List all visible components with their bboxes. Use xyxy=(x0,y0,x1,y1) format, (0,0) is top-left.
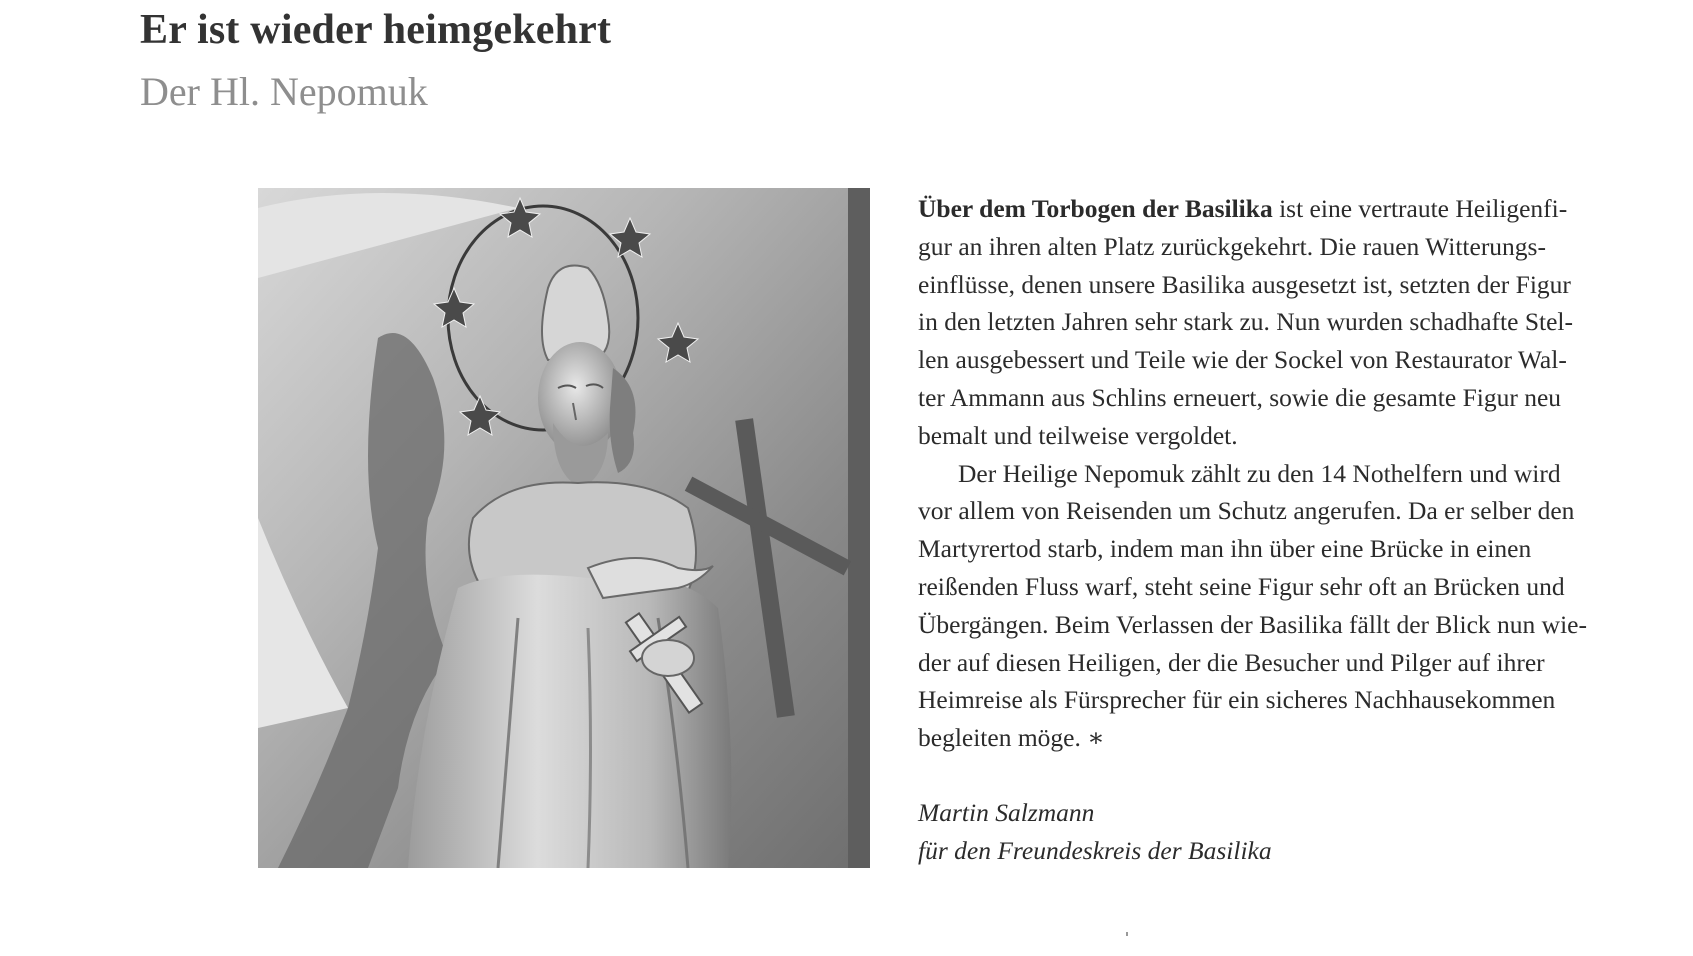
article-line: Übergängen. Beim Verlassen der Basilika fällt der Blick nun wie- xyxy=(918,609,1587,639)
article-line: in den letzten Jahren sehr stark zu. Nun wurden schadhafte Stel- xyxy=(918,307,1573,337)
article-line: begleiten möge. ∗ xyxy=(918,723,1105,753)
signature-block xyxy=(918,794,1272,870)
frame-edge xyxy=(848,188,870,868)
holding-hand xyxy=(642,640,694,676)
article-line-text: ist eine vertraute Heiligenfi- xyxy=(1272,194,1568,223)
article-line: reißenden Fluss warf, steht seine Figur sehr oft an Brücken und xyxy=(918,571,1565,601)
article-line: Der Heilige Nepomuk zählt zu den 14 Nothelfern und wird xyxy=(958,458,1561,488)
article-line xyxy=(918,190,1678,228)
statue-illustration xyxy=(258,188,870,868)
nepomuk-statue-photo xyxy=(258,188,870,868)
article-line: einflüsse, denen unsere Basilika ausgesetzt ist, setzten der Figur xyxy=(918,269,1571,299)
article-lead: Über dem Torbogen der Basilika xyxy=(918,194,1273,223)
signature-author: Martin Salzmann xyxy=(918,798,1095,827)
article-line: vor allem von Reisenden um Schutz angerufen. Da er selber den xyxy=(918,496,1575,526)
statue-head xyxy=(538,342,622,454)
article-line: len ausgebessert und Teile wie der Sockel von Restaurator Wal- xyxy=(918,345,1567,375)
signature-affiliation: für den Freundeskreis der Basilika xyxy=(918,835,1272,865)
article-line: bemalt und teilweise vergoldet. xyxy=(918,420,1238,450)
article-title: Er ist wieder heimgekehrt xyxy=(140,7,612,53)
page-mark xyxy=(1126,932,1128,936)
article-body xyxy=(918,190,1678,757)
article-line: ter Ammann aus Schlins erneuert, sowie die gesamte Figur neu xyxy=(918,382,1562,412)
article-line: der auf diesen Heiligen, der die Besucher und Pilger auf ihrer xyxy=(918,647,1545,677)
article-subtitle: Der Hl. Nepomuk xyxy=(140,69,428,114)
article-line: gur an ihren alten Platz zurückgekehrt. Die rauen Witterungs- xyxy=(918,231,1546,261)
article-line: Heimreise als Fürsprecher für ein sicheres Nachhausekommen xyxy=(918,685,1556,715)
article-line: Martyrertod starb, indem man ihn über eine Brücke in einen xyxy=(918,534,1532,564)
